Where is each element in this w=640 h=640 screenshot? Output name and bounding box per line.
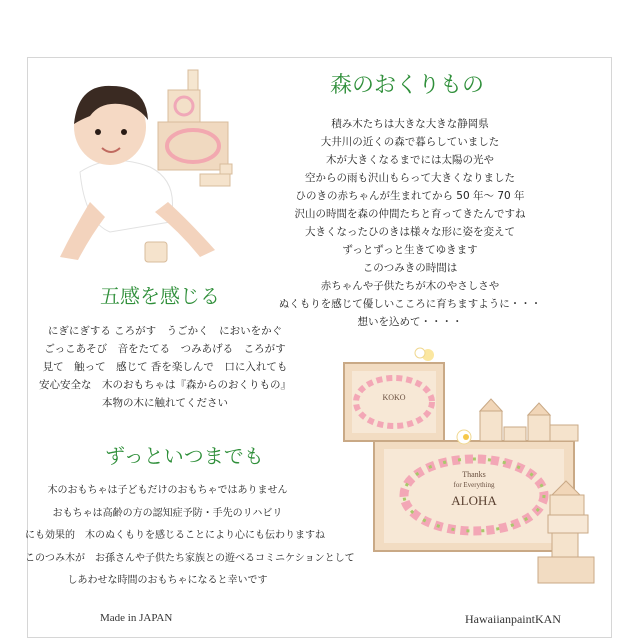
body-line: 安心安全な 木のおもちゃは『森からのおくりもの』: [39, 379, 291, 391]
body-line: 空からの雨も沢山もらって大きくなりました: [305, 172, 515, 184]
body-line: にぎにぎする ころがす うごかく においをかぐ: [47, 325, 283, 337]
body-line: 木が大きくなるまでには太陽の光や: [326, 154, 494, 166]
body-line: ひのきの赤ちゃんが生まれてから 50 年～ 70 年: [295, 190, 525, 202]
body-line: 積み木たちは大きな大きな静岡県: [331, 118, 489, 130]
footer-made-in: Made in JAPAN: [100, 612, 173, 624]
body-line: 見て 触って 感じて 香を楽しんで 口に入れても: [42, 361, 288, 373]
body-line: 想いを込めて・・・・: [357, 316, 463, 328]
baby-photo: [50, 62, 260, 272]
section-title-forest-gift: 森のおくりもの: [330, 73, 485, 98]
footer-brand: HawaiianpaintKAN: [465, 612, 561, 626]
body-line: ごっこあそび 音をたてる つみあげる ころがす: [44, 343, 286, 355]
body-line: 沢山の時間を森の仲間たちと育ってきたんですね: [294, 208, 526, 220]
section-body-forest-gift: [240, 115, 580, 331]
body-line: 赤ちゃんや子供たちが木のやさしさや: [320, 280, 500, 292]
large-box-for-everything: for Everything: [453, 481, 495, 489]
body-line: 大井川の近くの森で暮らしていました: [320, 136, 500, 148]
section-title-forever: ずっといつまでも: [105, 444, 264, 468]
large-box-brand: ALOHA: [451, 493, 497, 508]
body-line: しあわせな時間のおもちゃになると幸いです: [67, 575, 268, 586]
section-body-five-senses: [30, 322, 300, 412]
body-line: ずっとずっと生きてゆきます: [342, 244, 478, 256]
wooden-box-photo: [338, 345, 608, 595]
body-line: 木のおもちゃは子どもだけのおもちゃではありません: [47, 485, 288, 496]
body-line: にも効果的 木のぬくもりを感じることにより心にも伝わりますね: [25, 530, 325, 541]
body-line: おもちゃは高齢の方の認知症予防・手先のリハビリ: [52, 507, 283, 519]
section-title-five-senses: 五感を感じる: [100, 284, 220, 308]
large-box-thanks: Thanks: [462, 470, 486, 479]
body-line: このつみ木が お孫さんや子供たち家族との遊べるコミニケションとして: [25, 552, 355, 564]
body-line: 本物の木に触れてください: [102, 397, 228, 409]
body-line: 大きくなったひのきは様々な形に姿を変えて: [305, 226, 515, 238]
small-box-name: KOKO: [382, 393, 406, 402]
body-line: このつみきの時間は: [362, 262, 458, 274]
body-line: ぬくもりを感じて優しいこころに育ちますように・・・: [278, 298, 542, 310]
section-body-forever: [25, 480, 355, 593]
